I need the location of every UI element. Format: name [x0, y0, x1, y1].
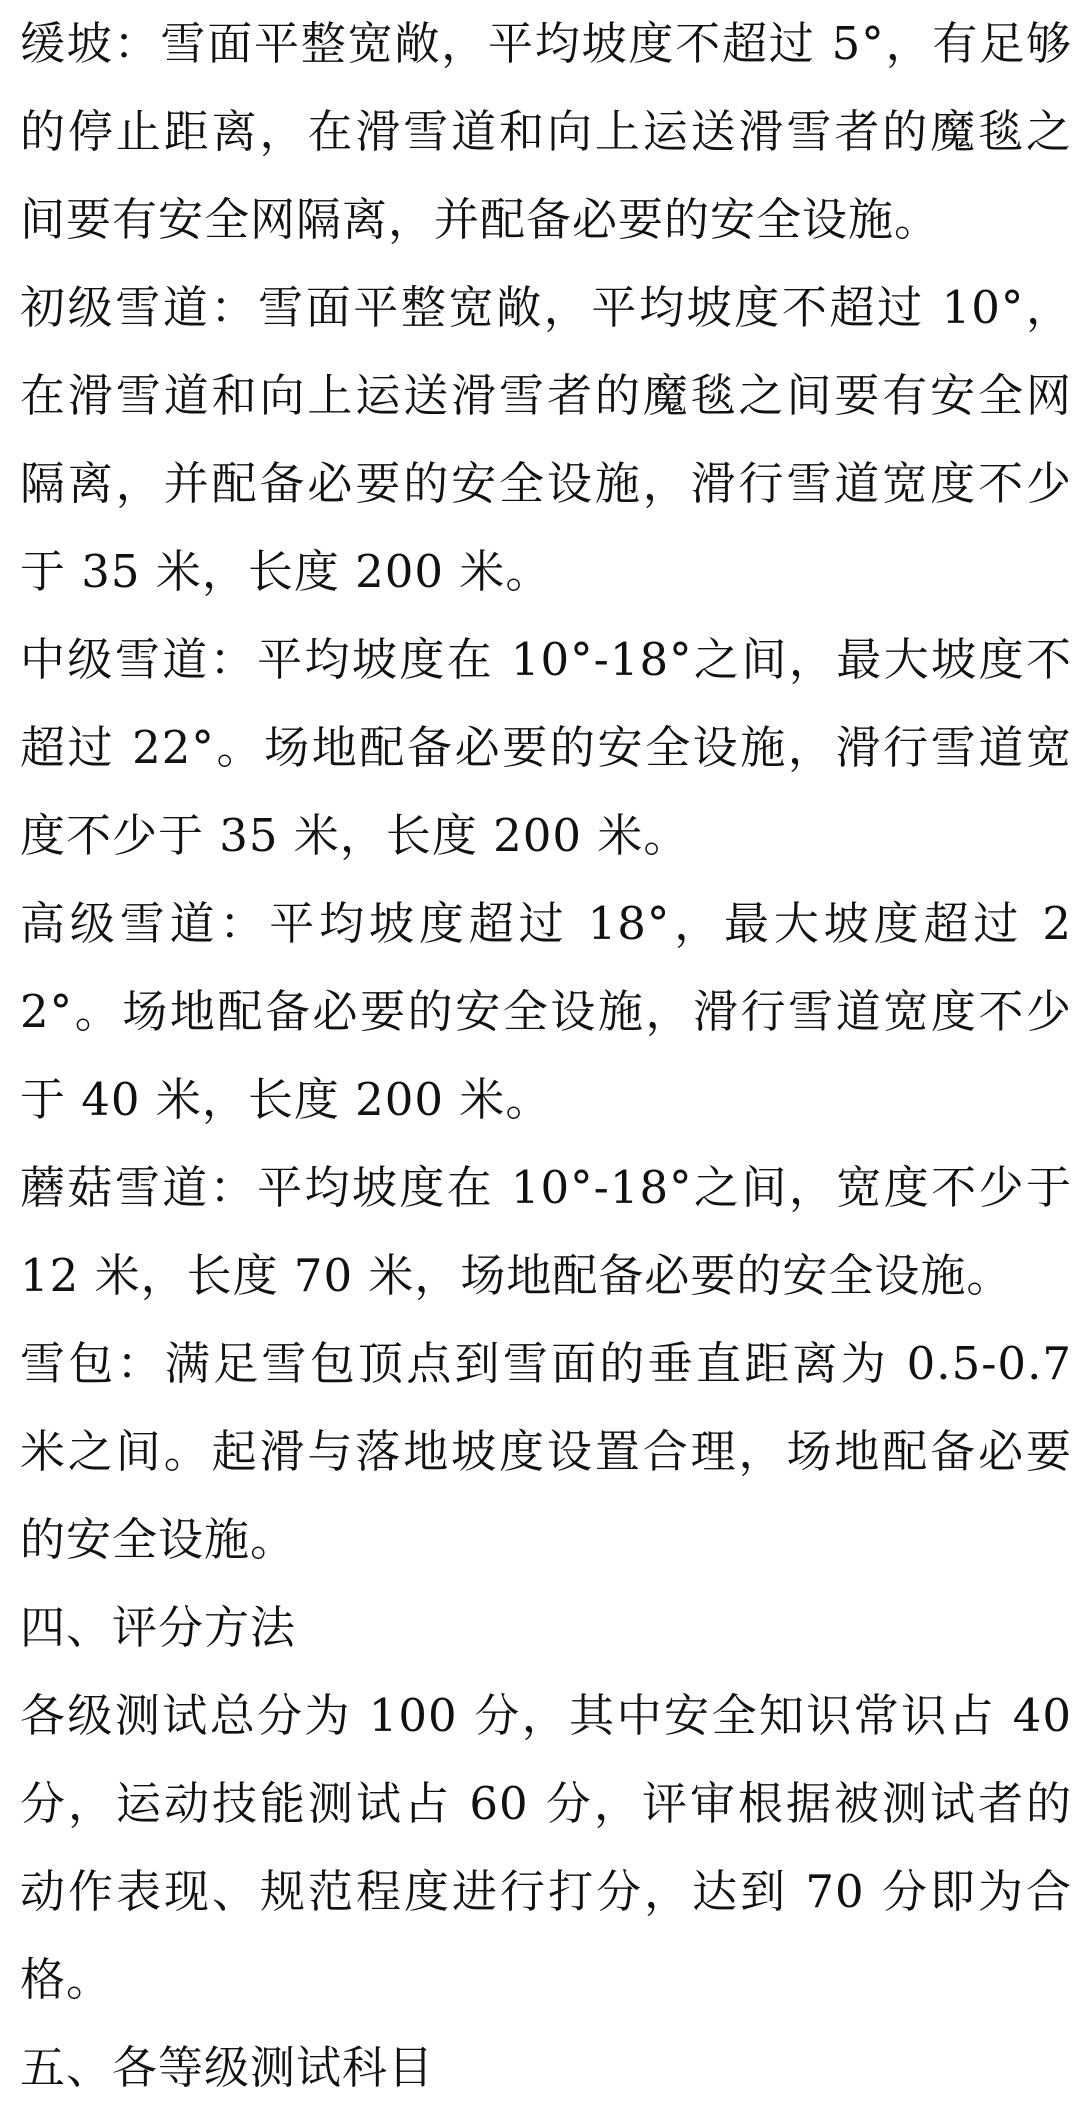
document-body: [20, 0, 1072, 2112]
paragraph-advanced-trail: 高级雪道：平均坡度超过 18°，最大坡度超过 22°。场地配备必要的安全设施，滑行雪道宽度不少于 40 米，长度 200 米。: [20, 897, 1072, 1126]
paragraph-intermediate-trail: 中级雪道：平均坡度在 10°-18°之间，最大坡度不超过 22°。场地配备必要的安全设施，滑行雪道宽度不少于 35 米，长度 200 米。: [20, 633, 1072, 862]
section-heading-scoring-method: 四、评分方法: [20, 1601, 297, 1654]
paragraph-mogul-trail: 蘑菇雪道：平均坡度在 10°-18°之间，宽度不少于 12 米，长度 70 米，场地配备必要的安全设施。: [20, 1161, 1072, 1302]
paragraph-beginner-trail: 初级雪道：雪面平整宽敞，平均坡度不超过 10°，在滑雪道和向上运送滑雪者的魔毯之间要有安全网隔离，并配备必要的安全设施，滑行雪道宽度不少于 35 米，长度 200 米。: [20, 281, 1072, 598]
paragraph-scoring-details: 各级测试总分为 100 分，其中安全知识常识占 40 分，运动技能测试占 60 分，评审根据被测试者的动作表现、规范程度进行打分，达到 70 分即为合格。: [20, 1689, 1072, 2006]
paragraph-gentle-slope: 缓坡：雪面平整宽敞，平均坡度不超过 5°，有足够的停止距离，在滑雪道和向上运送滑雪者的魔毯之间要有安全网隔离，并配备必要的安全设施。: [20, 17, 1072, 246]
paragraph-snow-bump: 雪包：满足雪包顶点到雪面的垂直距离为 0.5-0.7 米之间。起滑与落地坡度设置合理，场地配备必要的安全设施。: [20, 1337, 1072, 1566]
section-heading-test-subjects: 五、各等级测试科目: [20, 2041, 435, 2094]
